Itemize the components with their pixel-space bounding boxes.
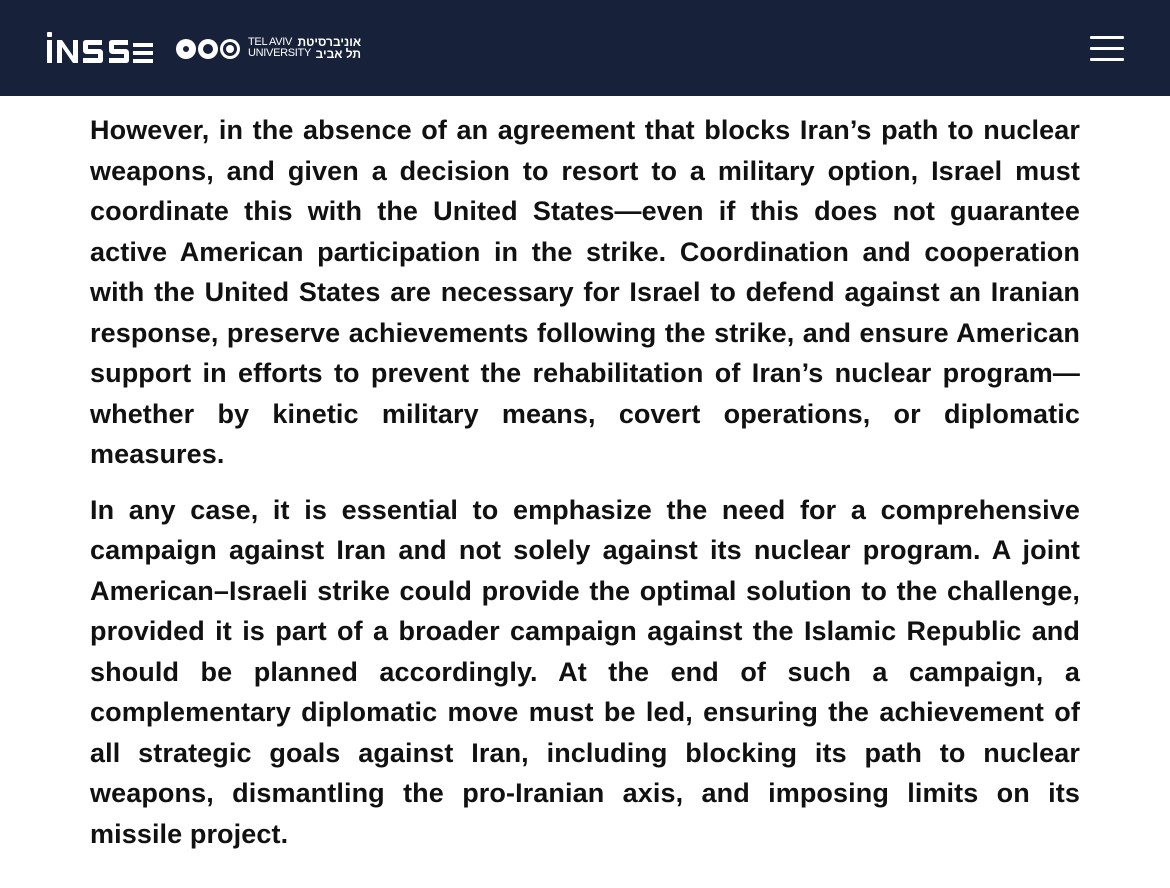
- article-body: [90, 110, 1080, 869]
- university-name-line2: UNIVERSITY: [248, 47, 312, 59]
- hamburger-menu-icon-bar: [1090, 58, 1124, 61]
- hamburger-menu-icon: [1090, 36, 1124, 39]
- hamburger-menu-button[interactable]: [1089, 34, 1125, 64]
- hamburger-menu-icon-bar: [1090, 47, 1124, 50]
- university-name-hebrew: [297, 36, 361, 60]
- university-name-line1: TEL AVIV: [248, 36, 293, 48]
- site-header: [0, 0, 1170, 96]
- university-hebrew-line2: תל אביב: [315, 47, 361, 61]
- article-paragraph: In any case, it is essential to emphasize the need for a comprehensive campaign against Iran and not solely against its nuclear program. A joint American–Israeli strike could provide the optimal solution to the challenge, provided it is part of a broader campaign against the Islamic Republic and should be planned accordingly. At the end of such a campaign, a complementary diplomatic move must be led, ensuring the achievement of all strategic goals against Iran, including blocking its path to nuclear weapons, dismantling the pro-Iranian axis, and imposing limits on its missile project.: [90, 494, 1080, 849]
- inss-logo[interactable]: [45, 29, 155, 67]
- inss-logo-icon: [45, 29, 155, 67]
- university-seal-icon: [175, 38, 245, 60]
- university-hebrew-line1: אוניברסיטת: [297, 35, 361, 49]
- article-paragraph: However, in the absence of an agreement that blocks Iran’s path to nuclear weapons, and given a decision to resort to a military option, Israel must coordinate this with the United States—even if this does not guarantee active American participation in the strike. Coordination and cooperation with the United States are necessary for Israel to defend against an Iranian response, preserve achievements following the strike, and ensure American support in efforts to prevent the rehabilitation of Iran’s nuclear program—whether by kinetic military means, covert operations, or diplomatic measures.: [90, 115, 1080, 469]
